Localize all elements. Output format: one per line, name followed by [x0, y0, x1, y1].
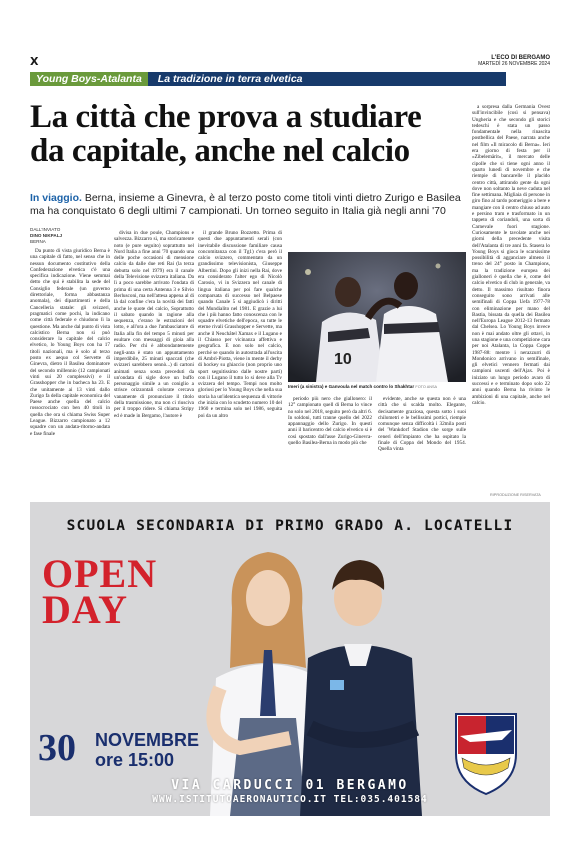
page-number: X: [30, 55, 39, 68]
ad-footer: [30, 778, 550, 805]
students-image: [180, 538, 430, 816]
players-celebrating-image: [288, 252, 466, 382]
article-summary: [30, 192, 470, 218]
article-column-3: [198, 230, 282, 494]
column-4a-text: periodo più nero che giallonero: il 12° campionato quell di Berna lo vince no solo nel 2018, seguito però da altri 6. In soldoni, tutti tranne quello del 2022 appannaggio dello Zurigo. In questi anni il baricentro del calcio elvetico si è così spostato dall'asse Zurigo-Ginevra-quello Basilea-Berna in modo più che: [288, 396, 372, 447]
headline-line-2: da capitale, anche nel calcio: [30, 133, 410, 169]
section-kicker: Young Boys-Atalanta: [30, 72, 148, 86]
column-2-text: divisa in due poule, Champions e salvezza. Bizzarro sì, ma storicamente noto (e pure seguito) soprattutto nel Nord Italia a fine anni '70 quando una delle poche occasioni di mensione calcio da dalle due reti Rai (la terza debutta solo nel 1979) era il canale della Televisione svizzera italiana. Da lì a poco sarebbe arrivato l'ondata di prima di una certa Antenna 3 e Silvio Berlusconi, ma nell'attesa appena al di là dal confine c'era la novità dei fatti anche le quote del calcio, Soprattutto il sabato quando in ragione alla sequenza, c'erano le estrazioni del lotto, e all'ora a due l'ambasciatore di Italia alla fin del tempo 5 minuti per esultare con messaggi di gioia alla radio. Per chi è abbondantemente negli-anta è stato un appuntamento imperdibile, 25 minuti spaccati (che svizzeri sarebbero sennò...) di cartoni animati senza sosta preceduti da un'ondata di sigle dove un buffo personaggio simile a un coniglio a strisce orizzontali colorate cercava vanamente di pronunciare il titolo della trasmissione, ma non ci riusciva per il troppo ridere. Si chiama Stripy ed è made in Bergamo, l'autore è: [114, 230, 194, 419]
summary-text: Berna, insieme a Ginevra, è al terzo posto come titoli vinti dietro Zurigo e Basilea ma ha conquistato 6 degli ultimi 7 campionati. Un torneo seguito in Italia già negli anni '70: [30, 192, 461, 217]
article-column-5: [472, 104, 550, 488]
column-3-text: il grande Bruno Bozzetto. Prima di questi due appuntamenti serali (con inevitabile discussione familiare causa concomitanza con il Tg1) c'era però il calcio svizzero, commentato da un grandissimo televisionista, Giuseppe Albertini. Dopo gli inizi nella Rai, dove era considerato l'alter ego di Nicolò Carosio, vi in Svizzera nel canale di lingua italiana per poi fare qualche comparsata di successo nel Belpaese quando Canale 5 si aggiudicò i diritti del Mundialito nel 1981. E grazie a lui che i più hanno fatto conoscenza con le squadre elvetiche dell'epoca, su tutte le eterne rivali Grasshopper e Servette, ma anche il Neuchâtel Xamax e il Lugano e il Chiasso per vicinanza affettiva e geografica. E non solo nel calcio, perché se quando in autostrada all'uscita di Ambrì-Piotta, viene in mente il derby di hockey su ghiaccio (non proprio uno sport seguitissimo dalle nostre parti) con il Lugano il tutto lo si deve alla Tv svizzera del tempo. Tempi non molto gloriosi per lo Young Boys che nella sua storia ha un'identica sequenza di vittorie che inizia con lo scudetto numero 10 del 1960 e termina solo nel 1986, seguita poi da un altro: [198, 230, 282, 419]
column-5-text: a sorpresa dalla Germania Ovest sull'invincibile (così si pensava) Ungheria e che secondo gli storici tedeschi è stata un passo fondamentale nella rinascita postbellica del Paese, narrata anche nel film «Il miracolo di Berna». Ieri era giorno di festa per il «Zibelemärit», il mercato delle cipolle che si tiene ogni anno il quarto lunedì di novembre e che riempie di bancarelle il placido centro città, attirando gente da ogni dove non soltanto la neve caduta nel fine settimana. Migliaia di persone in giro fino al tardo pomeriggio a bere e mangiare con il centro chiuso ad auto e persino tram e trasformato in un tappeto di coriandoli, una sorta di Carnevale fuori stagione. Curiosamente le tavolate anche nei giorni della precedente visita dell'Atalanta di tre anni fa. Stasera lo Young Boys si gioca le scarsissime possibilità di agganciare almeno il treno del 24° posto in Champions, ma la tradizione europea dei gialloneri è quella che è, come del calcio elvetico di club in generale, va detto. Il massimo risultato finora conseguito sono arrivati alle semifinali di Coppa Uefa 1977-78 con eliminazione per mano del Bastia, bissata da quella dei Basilea nell'Europa League 2012-13 fermato dal Chelsea. Lo Young Boys invece non è mai andato oltre gli ottavi, in una stagione e una competizione cara per noi Atalanta, la Coppa Coppe 1987-88: mentre i nerazzurri di Mondonico arrivano in semifinale, gli elvetici vennero fermati dai campioni uscenti dell'Ajax. Poi è iniziato un lungo periodo avaro di successi e e terminato dopo solo 22 anni quando Berna ha rivinto le ambizioni di una capitale, anche nel calcio.: [472, 104, 550, 406]
masthead-date: MARTEDÌ 26 NOVEMBRE 2024: [478, 61, 550, 67]
ad-school-name: SCUOLA SECONDARIA DI PRIMO GRADO A. LOCATELLI: [66, 518, 514, 534]
section-bar: [30, 72, 506, 86]
masthead: [478, 55, 550, 67]
match-photo: [288, 252, 466, 382]
ad-date-time: ore 15:00: [95, 750, 175, 770]
byline: [30, 227, 62, 245]
ad-address: VIA CARDUCCI 01 BERGAMO: [171, 778, 409, 793]
ad-website-phone: WWW.ISTITUTOAERONAUTICO.IT TEL:035.401584: [152, 794, 428, 805]
school-advertisement: [30, 502, 550, 816]
section-title: La tradizione in terra elvetica: [148, 72, 506, 86]
article-headline: [30, 100, 470, 168]
rights-notice: RIPRODUZIONE RISERVATA: [490, 493, 541, 497]
caption-text: Imeri (a sinistra) e Ganvoula nel match contro lo Shakhtar: [288, 384, 415, 389]
column-1-text: Da punto di vista giuridico Berna è una capitale di fatto, nel senso che in nessun documento costitutivo della Confederazione elvetica c'è una specifica indicazione. Viene semmai detto che qui è stabilita la sede del Consiglio federale (un governo direttoriale, forma abbastanza anomala), dei dipartimenti e della Cancelleria statale: gli svizzeri, pragmatici come pochi, la indicano come città federale e chiudono lì la questione. Ma anche dal punto di vista calcistico Berna non si può considerare la capitale del calcio elvetico, lo Young Boys con ha 17 titoli nazionali, ma è solo al terzo posto ex aequo col Servette di Ginevra, dietro il Basilea dominatore del secondo millennio (12 campionati vinti sui 20 complessivi) e il Grasshopper che in bacheca ha 23. E che unitamente ai 13 vinti dallo Zurigo fa della capitale economica del Paese anche quella del calcio rossocrociato con ben 40 titoli in quella che ora si chiama Swiss Super League. Bizzarro campionato a 12 squadre con un andata-ritorno-andata e fase finale: [30, 248, 110, 437]
headline-line-1: La città che prova a studiare: [30, 99, 422, 135]
masthead-title: L'ECO DI BERGAMO: [491, 55, 550, 61]
byline-author: DINO NIKPALJ: [30, 233, 63, 238]
svg-text:10: 10: [334, 351, 352, 368]
byline-from: DALL'INVIATO: [30, 227, 61, 232]
ad-open-line-1: OPEN: [42, 551, 158, 596]
article-column-2: [114, 230, 194, 494]
photo-credit: FOTO ANSA: [415, 385, 438, 389]
article-column-4a: [288, 396, 372, 494]
ad-open-line-2: DAY: [42, 587, 128, 632]
article-column-4b: [378, 396, 466, 494]
ad-date-month: NOVEMBRE: [95, 730, 200, 750]
photo-caption: [288, 384, 468, 390]
summary-lead: In viaggio.: [30, 192, 82, 204]
ad-open-day: [42, 551, 158, 632]
byline-dateline: BERNA: [30, 239, 46, 244]
article-column-1: [30, 248, 110, 494]
column-4b-text: evidente, anche se questa non è una città che si scalda molto. Elegante, decisamente graziosa, questa sotto i suoi chilometri e le bellissimi portici, riempie comunque senza difficoltà i 32mila posti del 'Wankdorf Stadion che sorge sulle ceneri dell'impianto che ha ospitato la finale di Coppa del Mondo del 1954. Quella vinta: [378, 396, 466, 453]
page-header: [30, 55, 550, 69]
ad-date-day: 30: [38, 727, 76, 769]
